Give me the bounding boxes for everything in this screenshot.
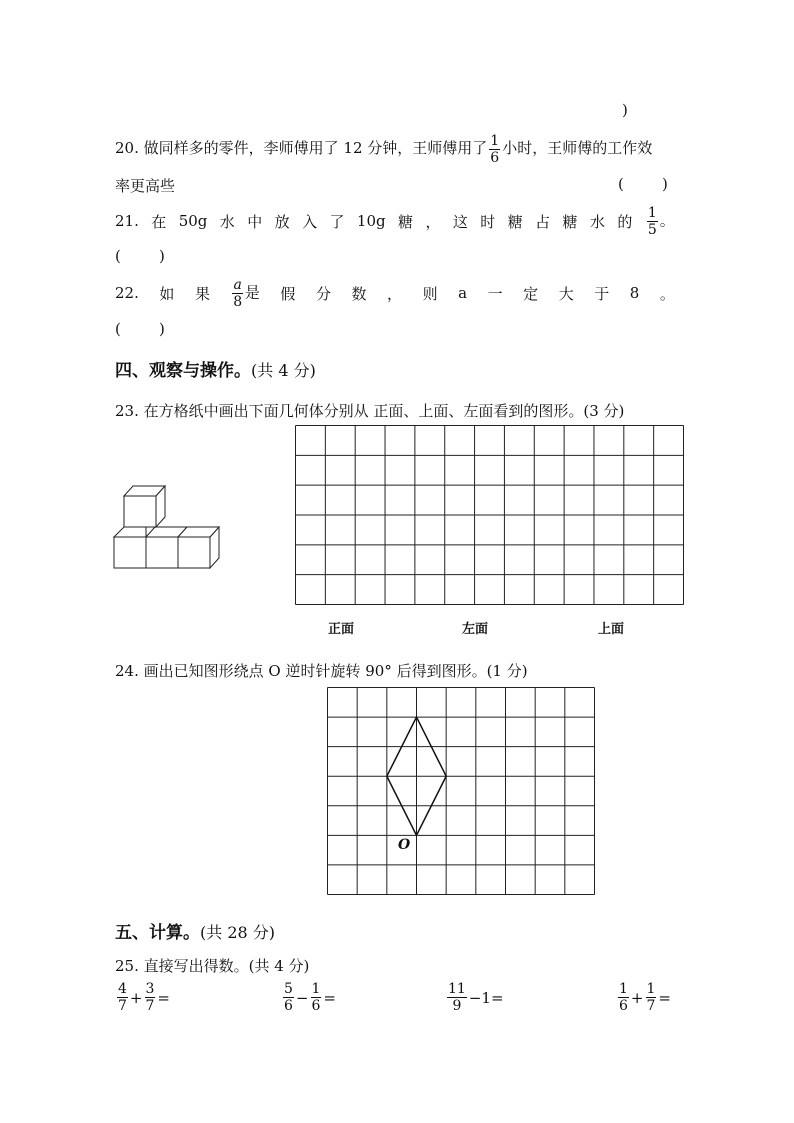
caption-front-view: 正面 (328, 622, 355, 637)
question-char: 水 (589, 212, 605, 231)
question-char: 10g (356, 212, 386, 230)
question-22-line1 (115, 275, 675, 311)
fraction (618, 982, 629, 1013)
caption-left-view: 左面 (462, 622, 489, 637)
question-20-line1 (115, 133, 652, 165)
section-points: (共 4 分) (251, 361, 316, 380)
question-char: 糖 (562, 212, 578, 231)
section-heading-4 (115, 356, 316, 381)
fraction (283, 982, 294, 1013)
question-char: 是 (244, 283, 260, 301)
question-char: 则 (422, 284, 438, 303)
question-char: 糖 (507, 212, 523, 231)
question-char: 。 (659, 211, 675, 229)
question-char: 定 (523, 284, 539, 303)
question-char: 时 (480, 212, 496, 231)
question-char: 如 (159, 284, 175, 303)
question-text: 小时，王师傅的工作效 (502, 139, 653, 157)
question-char: 放 (274, 212, 290, 231)
equals-sign: = (658, 988, 671, 1007)
question-20-line2: 率更高些 (115, 177, 176, 195)
question-23-text: 23. 在方格纸中画出下面几何体分别从 正面、上面、左面看到的图形。(3 分) (115, 402, 625, 420)
equals-sign: = (157, 988, 170, 1007)
operator: + (630, 988, 644, 1007)
question-text: 做同样多的零件，李师傅用了 12 分钟，王师傅用了 (143, 139, 488, 157)
answer-paren: ( ) (618, 175, 668, 193)
fraction-numerator: 1 (311, 981, 321, 997)
calc-item-1 (115, 982, 170, 1013)
question-char: 50g (178, 212, 208, 230)
fraction-numerator: 3 (145, 981, 155, 997)
question-char: 这 (452, 212, 468, 231)
fraction (447, 982, 467, 1013)
operator: + (129, 988, 143, 1007)
cube-stack-figure (110, 480, 225, 575)
question-21-line1 (115, 203, 675, 239)
question-char: 入 (302, 212, 318, 231)
fraction-numerator: 4 (118, 981, 127, 997)
fraction (117, 982, 128, 1013)
section-title: 五、计算。 (115, 923, 200, 943)
fraction-denominator: 8 (233, 293, 243, 310)
question-char: 占 (535, 212, 551, 231)
fraction (145, 982, 156, 1013)
fraction-denominator: 6 (311, 998, 321, 1014)
question-char: 了 (329, 212, 345, 231)
fraction (311, 982, 322, 1013)
question-char: 8 (629, 284, 640, 302)
question-char: 水 (219, 212, 235, 231)
fraction-numerator: 1 (647, 204, 657, 221)
fraction-denominator: 7 (646, 998, 656, 1014)
question-char: 。 (659, 284, 675, 303)
fraction-numerator: a (233, 276, 242, 293)
answer-paren-top: ) (622, 101, 628, 119)
section-points: (共 28 分) (200, 923, 276, 942)
answer-paren: ( ) (115, 320, 165, 338)
question-char: ， (387, 284, 403, 303)
fraction-denominator: 9 (452, 998, 462, 1014)
question-char: a (458, 284, 468, 302)
question-number: 22. (115, 284, 139, 302)
question-char: 糖 (398, 212, 414, 231)
point-o-label: O (398, 837, 411, 853)
fraction-denominator: 6 (619, 998, 628, 1014)
fraction-denominator: 5 (647, 221, 657, 238)
fraction-denominator: 7 (118, 998, 127, 1014)
question-number: 20. (115, 139, 139, 157)
question-char: 假 (280, 284, 296, 303)
calc-item-4 (616, 982, 671, 1013)
answer-paren: ( ) (115, 247, 165, 265)
fraction (489, 134, 500, 165)
question-char: ， (425, 212, 441, 231)
fraction-numerator: 5 (284, 981, 293, 997)
fraction-numerator: 1 (619, 981, 628, 997)
fraction (646, 982, 657, 1013)
operator: − (295, 988, 309, 1007)
question-char: 一 (487, 284, 503, 303)
equals-sign: = (323, 988, 336, 1007)
equals-sign: = (490, 988, 504, 1007)
question-25-text: 25. 直接写出得数。(共 4 分) (115, 957, 310, 975)
section-title: 四、观察与操作。 (115, 361, 251, 381)
fraction-numerator: 1 (490, 132, 500, 149)
caption-top-view: 上面 (598, 622, 625, 637)
question-char: 数 (351, 284, 367, 303)
fraction-numerator: 11 (448, 981, 466, 997)
question-24-text: 24. 画出已知图形绕点 O 逆时针旋转 90° 后得到图形。(1 分) (115, 662, 528, 680)
question-char: 果 (194, 284, 210, 303)
question-char: 在 (151, 212, 167, 231)
fraction (647, 206, 658, 237)
section-heading-5 (115, 918, 275, 943)
question-char: 分 (315, 284, 331, 303)
fraction-numerator: 1 (646, 981, 656, 997)
question-char: 的 (617, 212, 633, 231)
question-char: 大 (558, 284, 574, 303)
fraction-denominator: 7 (145, 998, 155, 1014)
question-char: 于 (594, 284, 610, 303)
fraction-denominator: 6 (284, 998, 293, 1014)
fraction-denominator: 6 (490, 149, 500, 166)
question-char: 中 (247, 212, 263, 231)
calc-item-2 (281, 982, 336, 1013)
rotation-grid (327, 687, 596, 896)
square-grid-views (295, 425, 685, 606)
operator: −1 (468, 988, 491, 1007)
question-number: 21. (115, 212, 139, 230)
fraction (232, 278, 242, 309)
calc-item-3 (445, 982, 504, 1013)
